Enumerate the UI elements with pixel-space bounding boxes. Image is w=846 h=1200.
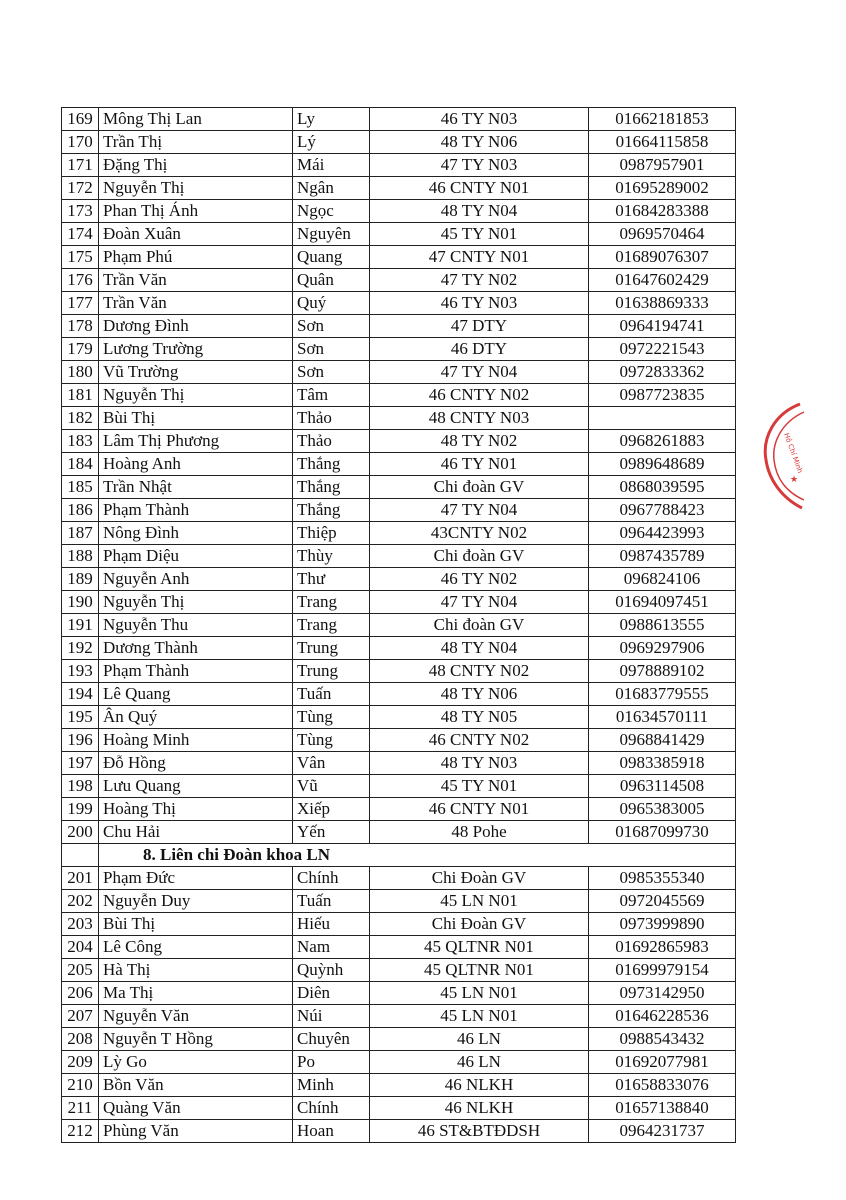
class-cell: 46 TY N03 <box>370 108 589 131</box>
phone-cell: 0985355340 <box>589 867 736 890</box>
row-number-cell: 180 <box>62 361 99 384</box>
table-row <box>62 821 736 844</box>
phone-cell: 0969570464 <box>589 223 736 246</box>
table-row <box>62 522 736 545</box>
given-name-cell: Ngọc <box>293 200 370 223</box>
class-cell: 45 LN N01 <box>370 982 589 1005</box>
surname-cell: Nguyễn Anh <box>99 568 293 591</box>
table-row <box>62 775 736 798</box>
surname-cell: Bùi Thị <box>99 913 293 936</box>
table-row <box>62 798 736 821</box>
surname-cell: Nguyễn Thị <box>99 591 293 614</box>
given-name-cell: Sơn <box>293 361 370 384</box>
class-cell: Chi đoàn GV <box>370 614 589 637</box>
row-number-cell: 173 <box>62 200 99 223</box>
class-cell: 45 QLTNR N01 <box>370 936 589 959</box>
class-cell: 47 TY N04 <box>370 361 589 384</box>
phone-cell: 0969297906 <box>589 637 736 660</box>
surname-cell: Lưu Quang <box>99 775 293 798</box>
phone-cell: 0964423993 <box>589 522 736 545</box>
row-number-cell: 207 <box>62 1005 99 1028</box>
given-name-cell: Vũ <box>293 775 370 798</box>
class-cell: Chi Đoàn GV <box>370 867 589 890</box>
given-name-cell: Lý <box>293 131 370 154</box>
surname-cell: Đặng Thị <box>99 154 293 177</box>
phone-cell: 0868039595 <box>589 476 736 499</box>
class-cell: 48 TY N04 <box>370 200 589 223</box>
surname-cell: Trần Văn <box>99 292 293 315</box>
row-number-cell: 210 <box>62 1074 99 1097</box>
surname-cell: Lâm Thị Phương <box>99 430 293 453</box>
phone-cell: 01687099730 <box>589 821 736 844</box>
table-row <box>62 338 736 361</box>
phone-cell: 0987957901 <box>589 154 736 177</box>
table-row <box>62 660 736 683</box>
surname-cell: Bùi Thị <box>99 407 293 430</box>
given-name-cell: Thảo <box>293 407 370 430</box>
given-name-cell: Chính <box>293 867 370 890</box>
svg-text:★: ★ <box>790 475 799 485</box>
surname-cell: Đỗ Hồng <box>99 752 293 775</box>
given-name-cell: Chính <box>293 1097 370 1120</box>
phone-cell: 01699979154 <box>589 959 736 982</box>
phone-cell: 0973142950 <box>589 982 736 1005</box>
table-row <box>62 1028 736 1051</box>
given-name-cell: Po <box>293 1051 370 1074</box>
table-row <box>62 936 736 959</box>
phone-cell: 0983385918 <box>589 752 736 775</box>
row-number-cell: 209 <box>62 1051 99 1074</box>
surname-cell: Nguyễn T Hồng <box>99 1028 293 1051</box>
phone-cell: 01638869333 <box>589 292 736 315</box>
surname-cell: Ân Quý <box>99 706 293 729</box>
class-cell: 48 TY N05 <box>370 706 589 729</box>
surname-cell: Dương Thành <box>99 637 293 660</box>
surname-cell: Vũ Trường <box>99 361 293 384</box>
phone-cell: 01683779555 <box>589 683 736 706</box>
phone-cell: 0978889102 <box>589 660 736 683</box>
surname-cell: Nguyễn Thu <box>99 614 293 637</box>
class-cell: 46 LN <box>370 1028 589 1051</box>
given-name-cell: Tùng <box>293 729 370 752</box>
table-row <box>62 154 736 177</box>
phone-cell: 0972833362 <box>589 361 736 384</box>
given-name-cell: Thư <box>293 568 370 591</box>
class-cell: 46 ST&BTĐDSH <box>370 1120 589 1143</box>
class-cell: 46 CNTY N02 <box>370 384 589 407</box>
given-name-cell: Yến <box>293 821 370 844</box>
member-table <box>61 107 736 1143</box>
phone-cell: 01695289002 <box>589 177 736 200</box>
row-number-cell: 176 <box>62 269 99 292</box>
surname-cell: Trần Nhật <box>99 476 293 499</box>
class-cell: 45 LN N01 <box>370 890 589 913</box>
class-cell: 47 CNTY N01 <box>370 246 589 269</box>
table-row <box>62 614 736 637</box>
table-row <box>62 1120 736 1143</box>
given-name-cell: Nguyên <box>293 223 370 246</box>
row-number-cell: 186 <box>62 499 99 522</box>
class-cell: 47 DTY <box>370 315 589 338</box>
table-row <box>62 453 736 476</box>
surname-cell: Đoàn Xuân <box>99 223 293 246</box>
class-cell: 45 TY N01 <box>370 223 589 246</box>
given-name-cell: Hiếu <box>293 913 370 936</box>
table-row <box>62 108 736 131</box>
row-number-cell: 204 <box>62 936 99 959</box>
class-cell: 46 CNTY N01 <box>370 177 589 200</box>
given-name-cell: Ngân <box>293 177 370 200</box>
surname-cell: Phạm Diệu <box>99 545 293 568</box>
phone-cell: 01634570111 <box>589 706 736 729</box>
table-row <box>62 637 736 660</box>
row-number-cell: 201 <box>62 867 99 890</box>
phone-cell: 01658833076 <box>589 1074 736 1097</box>
row-number-cell: 196 <box>62 729 99 752</box>
class-cell: 48 TY N02 <box>370 430 589 453</box>
given-name-cell: Tùng <box>293 706 370 729</box>
table-row <box>62 890 736 913</box>
given-name-cell: Quý <box>293 292 370 315</box>
row-number-cell: 197 <box>62 752 99 775</box>
given-name-cell: Ly <box>293 108 370 131</box>
table-row <box>62 200 736 223</box>
row-number-cell: 171 <box>62 154 99 177</box>
table-row <box>62 292 736 315</box>
row-number-cell: 185 <box>62 476 99 499</box>
class-cell: 45 TY N01 <box>370 775 589 798</box>
class-cell: 46 CNTY N02 <box>370 729 589 752</box>
phone-cell: 0988613555 <box>589 614 736 637</box>
table-row <box>62 430 736 453</box>
table-row <box>62 913 736 936</box>
class-cell: 46 TY N02 <box>370 568 589 591</box>
given-name-cell: Thiệp <box>293 522 370 545</box>
surname-cell: Hà Thị <box>99 959 293 982</box>
phone-cell <box>589 407 736 430</box>
phone-cell: 0967788423 <box>589 499 736 522</box>
row-number-cell: 187 <box>62 522 99 545</box>
phone-cell: 01689076307 <box>589 246 736 269</box>
surname-cell: Chu Hải <box>99 821 293 844</box>
row-number-cell: 184 <box>62 453 99 476</box>
row-number-cell: 194 <box>62 683 99 706</box>
given-name-cell: Hoan <box>293 1120 370 1143</box>
given-name-cell: Quang <box>293 246 370 269</box>
phone-cell: 0987435789 <box>589 545 736 568</box>
row-number-cell: 183 <box>62 430 99 453</box>
table-row <box>62 361 736 384</box>
class-cell: 46 LN <box>370 1051 589 1074</box>
row-number-cell: 203 <box>62 913 99 936</box>
class-cell: 46 TY N03 <box>370 292 589 315</box>
class-cell: 46 NLKH <box>370 1074 589 1097</box>
row-number-cell: 206 <box>62 982 99 1005</box>
row-number-cell: 195 <box>62 706 99 729</box>
surname-cell: Hoàng Minh <box>99 729 293 752</box>
table-row <box>62 476 736 499</box>
row-number-cell: 200 <box>62 821 99 844</box>
row-number-cell: 190 <box>62 591 99 614</box>
given-name-cell: Thắng <box>293 453 370 476</box>
surname-cell: Nguyễn Văn <box>99 1005 293 1028</box>
surname-cell: Phạm Phú <box>99 246 293 269</box>
surname-cell: Trần Văn <box>99 269 293 292</box>
table-row <box>62 131 736 154</box>
surname-cell: Nguyễn Thị <box>99 384 293 407</box>
phone-cell: 096824106 <box>589 568 736 591</box>
class-cell: 48 TY N06 <box>370 683 589 706</box>
class-cell: 46 CNTY N01 <box>370 798 589 821</box>
surname-cell: Lương Trường <box>99 338 293 361</box>
surname-cell: Bồn Văn <box>99 1074 293 1097</box>
table-row <box>62 269 736 292</box>
red-stamp-seal <box>760 400 806 512</box>
given-name-cell: Diên <box>293 982 370 1005</box>
table-row <box>62 729 736 752</box>
given-name-cell: Trang <box>293 591 370 614</box>
given-name-cell: Nam <box>293 936 370 959</box>
surname-cell: Lỳ Go <box>99 1051 293 1074</box>
row-number-cell: 199 <box>62 798 99 821</box>
given-name-cell: Trung <box>293 660 370 683</box>
row-number-cell: 202 <box>62 890 99 913</box>
row-number-cell: 178 <box>62 315 99 338</box>
phone-cell: 01662181853 <box>589 108 736 131</box>
table-row <box>62 683 736 706</box>
class-cell: 48 CNTY N02 <box>370 660 589 683</box>
table-row <box>62 867 736 890</box>
section-header-row <box>62 844 736 867</box>
class-cell: 47 TY N03 <box>370 154 589 177</box>
phone-cell: 0964194741 <box>589 315 736 338</box>
table-row <box>62 223 736 246</box>
row-number-cell: 211 <box>62 1097 99 1120</box>
phone-cell: 0972045569 <box>589 890 736 913</box>
row-number-cell: 172 <box>62 177 99 200</box>
surname-cell: Dương Đình <box>99 315 293 338</box>
row-number-cell: 179 <box>62 338 99 361</box>
row-number-cell: 198 <box>62 775 99 798</box>
row-number-cell: 170 <box>62 131 99 154</box>
given-name-cell: Minh <box>293 1074 370 1097</box>
given-name-cell: Tuấn <box>293 890 370 913</box>
row-number-cell: 189 <box>62 568 99 591</box>
row-number-cell: 191 <box>62 614 99 637</box>
given-name-cell: Tâm <box>293 384 370 407</box>
surname-cell: Nguyễn Thị <box>99 177 293 200</box>
phone-cell: 0963114508 <box>589 775 736 798</box>
surname-cell: Mông Thị Lan <box>99 108 293 131</box>
surname-cell: Phạm Đức <box>99 867 293 890</box>
given-name-cell: Mái <box>293 154 370 177</box>
class-cell: 43CNTY N02 <box>370 522 589 545</box>
phone-cell: 0988543432 <box>589 1028 736 1051</box>
given-name-cell: Vân <box>293 752 370 775</box>
class-cell: 48 TY N03 <box>370 752 589 775</box>
row-number-cell: 175 <box>62 246 99 269</box>
class-cell: 47 TY N04 <box>370 499 589 522</box>
surname-cell: Phùng Văn <box>99 1120 293 1143</box>
phone-cell: 0973999890 <box>589 913 736 936</box>
table-row <box>62 246 736 269</box>
given-name-cell: Trang <box>293 614 370 637</box>
phone-cell: 01647602429 <box>589 269 736 292</box>
surname-cell: Nguyễn Duy <box>99 890 293 913</box>
phone-cell: 0965383005 <box>589 798 736 821</box>
phone-cell: 01664115858 <box>589 131 736 154</box>
surname-cell: Nông Đình <box>99 522 293 545</box>
table-row <box>62 315 736 338</box>
given-name-cell: Tuấn <box>293 683 370 706</box>
row-number-cell: 181 <box>62 384 99 407</box>
row-number-cell: 174 <box>62 223 99 246</box>
given-name-cell: Thảo <box>293 430 370 453</box>
phone-cell: 0968261883 <box>589 430 736 453</box>
stamp-text: Hồ Chí Minh <box>782 431 805 475</box>
class-cell: 48 CNTY N03 <box>370 407 589 430</box>
surname-cell: Ma Thị <box>99 982 293 1005</box>
phone-cell: 0964231737 <box>589 1120 736 1143</box>
given-name-cell: Thùy <box>293 545 370 568</box>
row-number-cell: 192 <box>62 637 99 660</box>
class-cell: 45 QLTNR N01 <box>370 959 589 982</box>
given-name-cell: Thắng <box>293 499 370 522</box>
phone-cell: 01692077981 <box>589 1051 736 1074</box>
surname-cell: Hoàng Anh <box>99 453 293 476</box>
row-number-cell: 169 <box>62 108 99 131</box>
phone-cell: 01657138840 <box>589 1097 736 1120</box>
phone-cell: 0968841429 <box>589 729 736 752</box>
given-name-cell: Sơn <box>293 338 370 361</box>
table-row <box>62 384 736 407</box>
class-cell: Chi đoàn GV <box>370 545 589 568</box>
class-cell: 46 TY N01 <box>370 453 589 476</box>
row-number-cell: 205 <box>62 959 99 982</box>
class-cell: Chi Đoàn GV <box>370 913 589 936</box>
class-cell: 48 TY N06 <box>370 131 589 154</box>
given-name-cell: Xiếp <box>293 798 370 821</box>
phone-cell: 01692865983 <box>589 936 736 959</box>
surname-cell: Lê Quang <box>99 683 293 706</box>
table-row <box>62 959 736 982</box>
surname-cell: Quàng Văn <box>99 1097 293 1120</box>
class-cell: 47 TY N04 <box>370 591 589 614</box>
surname-cell: Phạm Thành <box>99 499 293 522</box>
given-name-cell: Chuyên <box>293 1028 370 1051</box>
class-cell: 45 LN N01 <box>370 1005 589 1028</box>
phone-cell: 01646228536 <box>589 1005 736 1028</box>
given-name-cell: Trung <box>293 637 370 660</box>
table-row <box>62 407 736 430</box>
table-row <box>62 1051 736 1074</box>
class-cell: 48 Pohe <box>370 821 589 844</box>
row-number-cell: 212 <box>62 1120 99 1143</box>
row-number-cell: 188 <box>62 545 99 568</box>
table-row <box>62 591 736 614</box>
table-row <box>62 568 736 591</box>
table-row <box>62 1005 736 1028</box>
section-title: 8. Liên chi Đoàn khoa LN <box>99 844 736 867</box>
member-table-body <box>62 108 736 1143</box>
phone-cell: 0972221543 <box>589 338 736 361</box>
row-number-cell: 177 <box>62 292 99 315</box>
row-number-cell: 182 <box>62 407 99 430</box>
given-name-cell: Sơn <box>293 315 370 338</box>
class-cell: 46 NLKH <box>370 1097 589 1120</box>
row-number-cell: 193 <box>62 660 99 683</box>
surname-cell: Phan Thị Ánh <box>99 200 293 223</box>
given-name-cell: Núi <box>293 1005 370 1028</box>
surname-cell: Hoàng Thị <box>99 798 293 821</box>
phone-cell: 01684283388 <box>589 200 736 223</box>
table-row <box>62 545 736 568</box>
table-row <box>62 982 736 1005</box>
given-name-cell: Quỳnh <box>293 959 370 982</box>
surname-cell: Lê Công <box>99 936 293 959</box>
class-cell: Chi đoàn GV <box>370 476 589 499</box>
surname-cell: Trần Thị <box>99 131 293 154</box>
class-cell: 47 TY N02 <box>370 269 589 292</box>
section-number-cell <box>62 844 99 867</box>
class-cell: 48 TY N04 <box>370 637 589 660</box>
table-row <box>62 1074 736 1097</box>
row-number-cell: 208 <box>62 1028 99 1051</box>
table-row <box>62 752 736 775</box>
phone-cell: 0987723835 <box>589 384 736 407</box>
table-row <box>62 177 736 200</box>
phone-cell: 01694097451 <box>589 591 736 614</box>
given-name-cell: Thắng <box>293 476 370 499</box>
phone-cell: 0989648689 <box>589 453 736 476</box>
table-row <box>62 499 736 522</box>
given-name-cell: Quân <box>293 269 370 292</box>
table-row <box>62 706 736 729</box>
table-row <box>62 1097 736 1120</box>
surname-cell: Phạm Thành <box>99 660 293 683</box>
class-cell: 46 DTY <box>370 338 589 361</box>
